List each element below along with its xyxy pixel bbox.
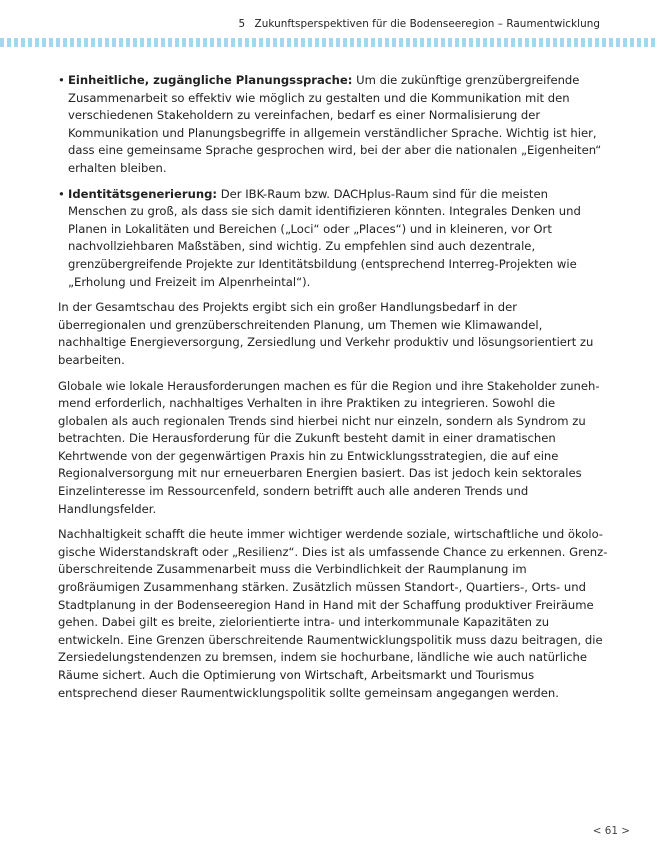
page-body — [58, 72, 608, 710]
bullet-term: Einheitliche, zugängliche Planungssprache: — [68, 73, 353, 87]
paragraph: In der Gesamtschau des Projekts ergibt sich ein großer Handlungsbedarf in der überregionalen und grenzüberschreitenden Planung, um Themen wie Klimawandel, nachhaltige Energieversorgung, Zersiedlung und Verkehr produktiv und lösungsorientiert zu bearbeiten. — [58, 300, 594, 367]
chapter-number: 5 — [238, 18, 246, 30]
chapter-title: Zukunftsperspektiven für die Bodenseeregion – Raumentwicklung — [254, 18, 600, 30]
bullet-item-identitaet — [58, 186, 608, 292]
bullet-text: Der IBK-Raum bzw. DACHplus-Raum sind für die meisten Menschen zu groß, als dass sie sich damit identifizieren könnten. Integrales Denken und Planen in Lokalitäten und Bereichen („Loci“ oder „Places“) und in kleineren, vor Ort nachvollziehbaren Maßstäben, sind wichtig. Zu empfehlen sind auch dezentrale, grenzübergreifende Projekte zur Identitätsbildung (entsprechend Interreg-Projekten wie „Erholung und Freizeit im Alpenrheintal“). — [68, 186, 581, 289]
bullet-marker: • — [58, 73, 65, 87]
running-header — [239, 18, 601, 30]
paragraph: Globale wie lokale Herausforderungen machen es für die Region und ihre Stakeholder zunehmend erforderlich, nachhaltiges Verhalten in ihre Praktiken zu integrieren. Sowohl die globalen als auch regionalen Trends sind hierbei nicht nur einzeln, sondern als Syndrom zu betrachten. Die Herausforderung für die Zukunft besteht damit in einer dramatischen Kehrtwende von der gegenwärtigen Praxis hin zu Entwicklungsstrategien, die auf eine Regionalversorgung mit nur erneuerbaren Energien basiert. Das ist jedoch kein sektorales Einzelinteresse im Ressourcenfeld, sondern betrifft auch alle anderen Trends und Handlungsfelder. — [58, 378, 600, 516]
bullet-marker: • — [58, 186, 65, 201]
page-number: < 61 > — [592, 825, 630, 837]
bullet-text: Um die zukünftige grenzübergreifende Zusammenarbeit so effektiv wie möglich zu gestalten und die Kommunikation mit den verschiedenen Stakeholdern zu vereinfachen, bedarf es einer Normalisierung der Kommunikation und Planungsbegriffe in allgemein verständlicher Sprache. Wichtig ist hier, dass eine gemeinsame Sprache gesprochen wird, bei der aber die nationalen „Eigenheiten“ erhalten bleiben. — [68, 73, 602, 175]
bullet-term: Identitätsgenerierung: — [68, 186, 218, 201]
bullet-item-planungssprache — [58, 72, 608, 178]
decorative-dotted-rule — [0, 38, 657, 47]
paragraph: Nachhaltigkeit schafft die heute immer wichtiger werdende soziale, wirtschaftliche und ökologische Widerstandskraft oder „Resilienz“. Dies ist als umfassende Chance zu erkennen. Grenzüberschreitende Zusammenarbeit muss die Verbindlichkeit der Raumplanung im großräumigen Zusammenhang stärken. Zusätzlich müssen Standort-, Quartiers-, Orts- und Stadtplanung in der Bodenseeregion Hand in Hand mit der Schaffung produktiver Freiräume gehen. Dabei gilt es breite, zielorientierte intra- und interkommunale Kapazitäten zu entwickeln. Eine Grenzen überschreitende Raumentwicklungspolitik muss dazu beitragen, die Zersiedelungstendenzen zu bremsen, indem sie hochurbane, ländliche wie auch natürliche Räume sichert. Auch die Optimierung von Wirtschaft, Arbeitsmarkt und Tourismus entsprechend dieser Raumentwicklungspolitik sollte gemeinsam angegangen werden. — [58, 527, 608, 700]
